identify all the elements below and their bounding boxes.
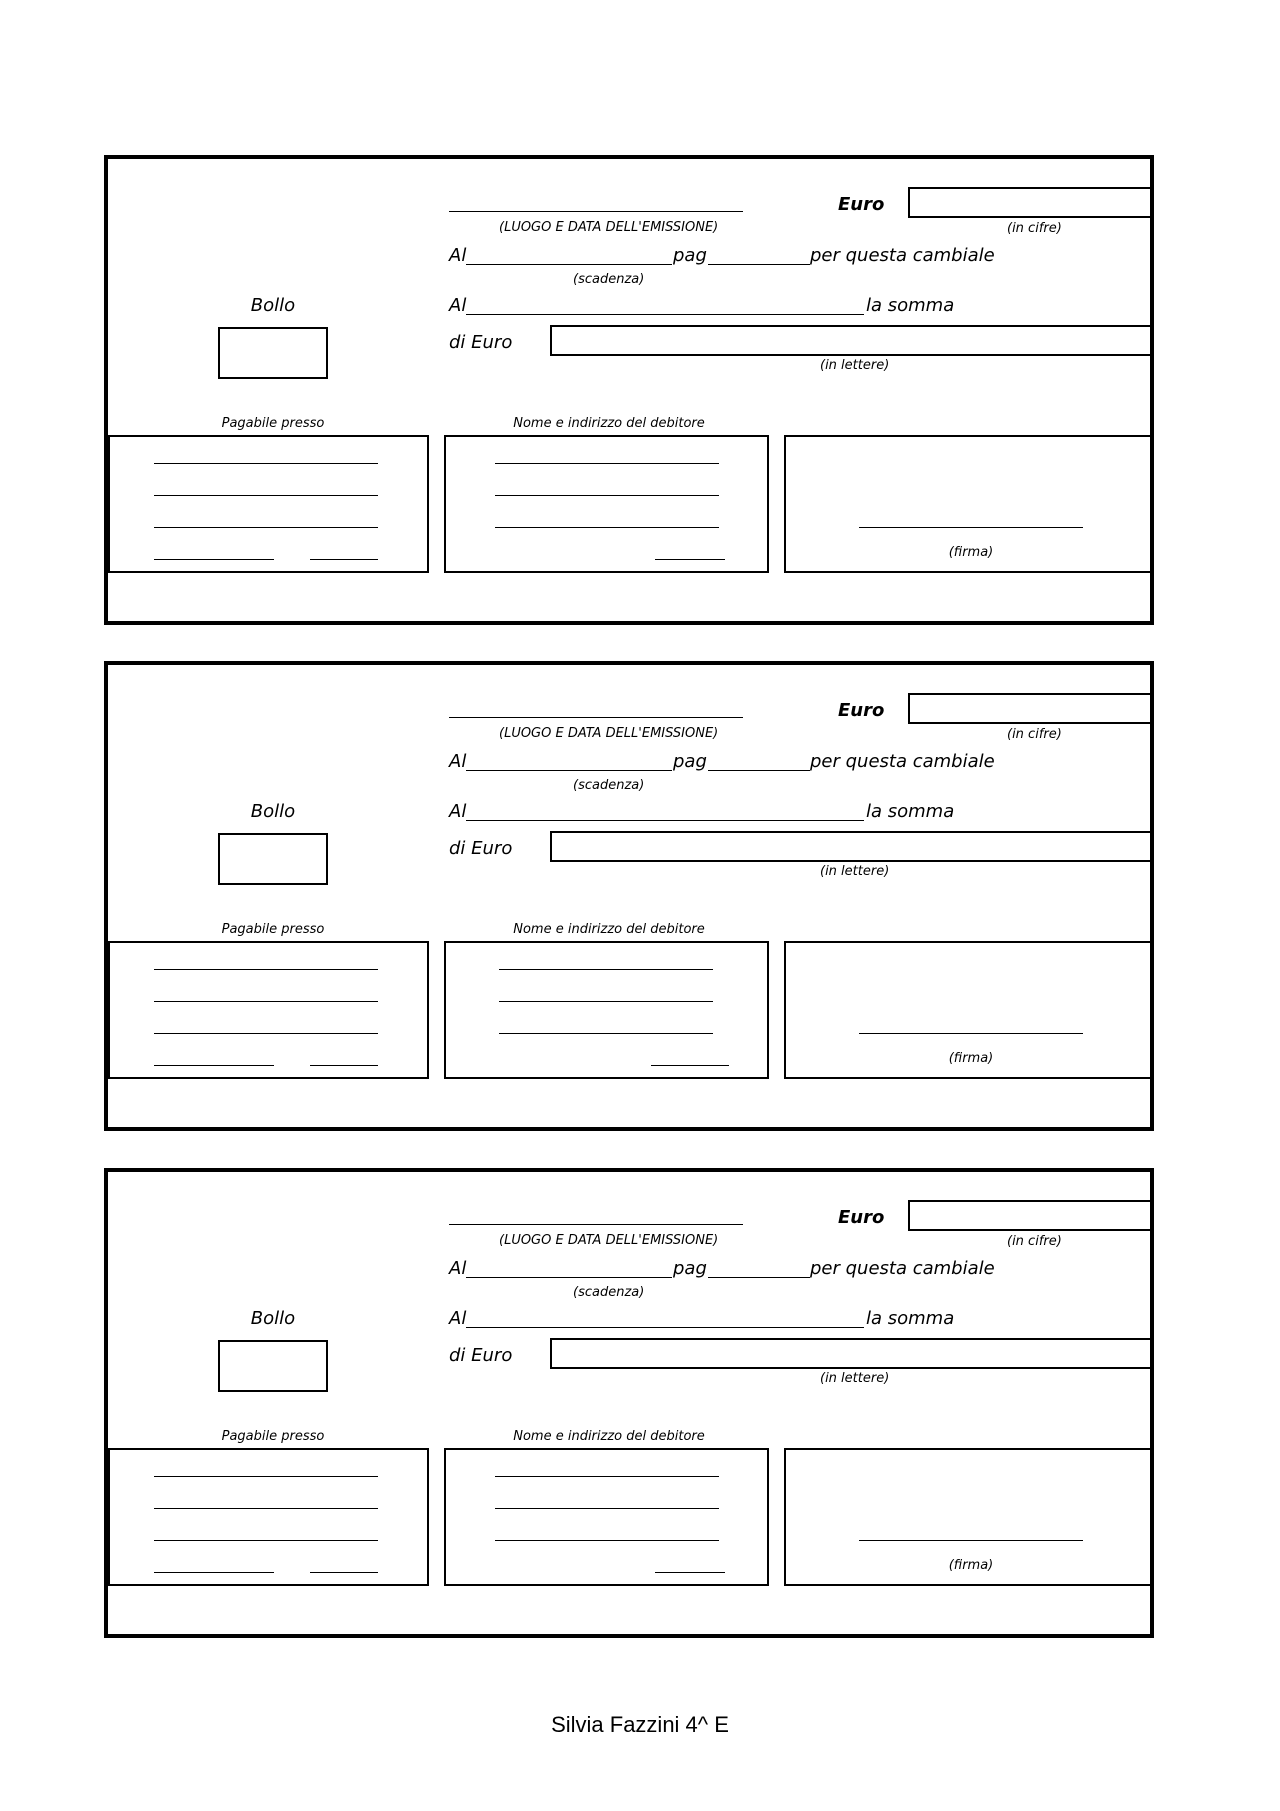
amount-words-box[interactable] <box>550 325 1154 356</box>
la-somma-label: la somma <box>866 1308 955 1329</box>
signature-box[interactable] <box>784 1448 1154 1586</box>
debtor-label: Nome e indirizzo del debitore <box>513 1429 705 1444</box>
scadenza-caption: (scadenza) <box>573 1285 645 1300</box>
di-euro-label: di Euro <box>449 838 513 859</box>
pagabile-presso-label: Pagabile presso <box>221 922 325 937</box>
promissory-note-1 <box>104 155 1154 625</box>
firma-caption: (firma) <box>948 545 994 560</box>
bollo-label: Bollo <box>250 801 296 822</box>
place-date-line[interactable] <box>449 211 743 212</box>
due-date-line[interactable] <box>466 264 672 265</box>
al-label: Al <box>449 1258 467 1279</box>
amount-words-box[interactable] <box>550 831 1154 862</box>
pag-label: pag <box>673 751 707 772</box>
in-lettere-caption: (in lettere) <box>820 864 890 879</box>
per-questa-cambiale-label: per questa cambiale <box>810 245 995 266</box>
debtor-line-2[interactable] <box>495 495 719 496</box>
pagabile-line-1[interactable] <box>154 969 378 970</box>
bollo-label: Bollo <box>250 1308 296 1329</box>
debtor-line-1[interactable] <box>499 969 713 970</box>
pagabile-presso-box[interactable] <box>108 1448 429 1586</box>
payee-line[interactable] <box>466 1327 864 1328</box>
al-label: Al <box>449 751 467 772</box>
pag-line[interactable] <box>708 770 810 771</box>
payee-line[interactable] <box>466 820 864 821</box>
pagabile-line-1[interactable] <box>154 463 378 464</box>
scadenza-caption: (scadenza) <box>573 778 645 793</box>
amount-digits-box[interactable] <box>908 187 1154 218</box>
in-cifre-caption: (in cifre) <box>1007 1234 1062 1249</box>
al-label-2: Al <box>449 1308 467 1329</box>
pagabile-line-4a[interactable] <box>154 559 274 560</box>
pagabile-presso-box[interactable] <box>108 941 429 1079</box>
pagabile-line-1[interactable] <box>154 1476 378 1477</box>
amount-digits-box[interactable] <box>908 693 1154 724</box>
pagabile-presso-label: Pagabile presso <box>221 416 325 431</box>
pagabile-presso-box[interactable] <box>108 435 429 573</box>
debtor-line-2[interactable] <box>495 1508 719 1509</box>
promissory-note-2 <box>104 661 1154 1131</box>
in-lettere-caption: (in lettere) <box>820 1371 890 1386</box>
scadenza-caption: (scadenza) <box>573 272 645 287</box>
pagabile-line-4b[interactable] <box>310 1572 378 1573</box>
debtor-line-4[interactable] <box>655 1572 725 1573</box>
debtor-line-4[interactable] <box>651 1065 729 1066</box>
al-label-2: Al <box>449 801 467 822</box>
place-date-caption: (LUOGO E DATA DELL'EMISSIONE) <box>499 220 719 235</box>
place-date-line[interactable] <box>449 1224 743 1225</box>
pagabile-line-3[interactable] <box>154 1033 378 1034</box>
pagabile-line-2[interactable] <box>154 495 378 496</box>
due-date-line[interactable] <box>466 770 672 771</box>
euro-label: Euro <box>838 700 885 721</box>
pagabile-line-2[interactable] <box>154 1001 378 1002</box>
debtor-box[interactable] <box>444 435 769 573</box>
debtor-line-1[interactable] <box>495 1476 719 1477</box>
debtor-line-3[interactable] <box>495 1540 719 1541</box>
bollo-label: Bollo <box>250 295 296 316</box>
pag-line[interactable] <box>708 1277 810 1278</box>
in-cifre-caption: (in cifre) <box>1007 221 1062 236</box>
pag-label: pag <box>673 1258 707 1279</box>
due-date-line[interactable] <box>466 1277 672 1278</box>
debtor-line-3[interactable] <box>495 527 719 528</box>
debtor-line-1[interactable] <box>495 463 719 464</box>
al-label: Al <box>449 245 467 266</box>
in-cifre-caption: (in cifre) <box>1007 727 1062 742</box>
pagabile-presso-label: Pagabile presso <box>221 1429 325 1444</box>
stamp-box <box>218 327 328 379</box>
stamp-box <box>218 833 328 885</box>
pagabile-line-4b[interactable] <box>310 1065 378 1066</box>
di-euro-label: di Euro <box>449 1345 513 1366</box>
signature-line[interactable] <box>859 1540 1083 1541</box>
payee-line[interactable] <box>466 314 864 315</box>
promissory-note-3 <box>104 1168 1154 1638</box>
pagabile-line-4b[interactable] <box>310 559 378 560</box>
pagabile-line-3[interactable] <box>154 1540 378 1541</box>
pag-line[interactable] <box>708 264 810 265</box>
debtor-box[interactable] <box>444 941 769 1079</box>
debtor-label: Nome e indirizzo del debitore <box>513 416 705 431</box>
pagabile-line-3[interactable] <box>154 527 378 528</box>
signature-box[interactable] <box>784 941 1154 1079</box>
debtor-line-3[interactable] <box>499 1033 713 1034</box>
footer-author: Silvia Fazzini 4^ E <box>551 1712 729 1737</box>
per-questa-cambiale-label: per questa cambiale <box>810 751 995 772</box>
per-questa-cambiale-label: per questa cambiale <box>810 1258 995 1279</box>
place-date-caption: (LUOGO E DATA DELL'EMISSIONE) <box>499 1233 719 1248</box>
pagabile-line-4a[interactable] <box>154 1572 274 1573</box>
debtor-line-4[interactable] <box>655 559 725 560</box>
pag-label: pag <box>673 245 707 266</box>
debtor-label: Nome e indirizzo del debitore <box>513 922 705 937</box>
al-label-2: Al <box>449 295 467 316</box>
amount-digits-box[interactable] <box>908 1200 1154 1231</box>
amount-words-box[interactable] <box>550 1338 1154 1369</box>
place-date-caption: (LUOGO E DATA DELL'EMISSIONE) <box>499 726 719 741</box>
debtor-line-2[interactable] <box>499 1001 713 1002</box>
in-lettere-caption: (in lettere) <box>820 358 890 373</box>
signature-line[interactable] <box>859 527 1083 528</box>
pagabile-line-4a[interactable] <box>154 1065 274 1066</box>
place-date-line[interactable] <box>449 717 743 718</box>
la-somma-label: la somma <box>866 801 955 822</box>
la-somma-label: la somma <box>866 295 955 316</box>
stamp-box <box>218 1340 328 1392</box>
pagabile-line-2[interactable] <box>154 1508 378 1509</box>
signature-line[interactable] <box>859 1033 1083 1034</box>
firma-caption: (firma) <box>948 1051 994 1066</box>
euro-label: Euro <box>838 1207 885 1228</box>
firma-caption: (firma) <box>948 1558 994 1573</box>
signature-box[interactable] <box>784 435 1154 573</box>
debtor-box[interactable] <box>444 1448 769 1586</box>
di-euro-label: di Euro <box>449 332 513 353</box>
euro-label: Euro <box>838 194 885 215</box>
